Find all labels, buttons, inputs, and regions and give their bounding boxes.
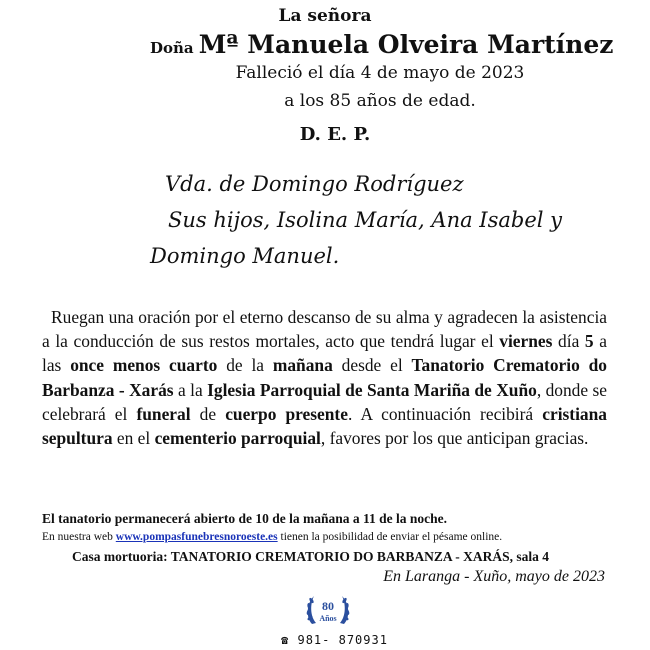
casa-value: TANATORIO CREMATORIO DO BARBANZA - XARÁS, sala 4 — [170, 549, 550, 564]
phone-icon: ☎ — [281, 633, 290, 647]
opening-hours: El tanatorio permanecerá abierto de 10 de la mañana a 11 de la noche. — [42, 511, 447, 526]
body-bold-funeral: funeral — [136, 403, 191, 424]
body-text: , donde se celebrará el — [42, 379, 608, 424]
body-bold-burial: cristiana sepultura — [42, 403, 607, 449]
web-notice — [42, 531, 502, 543]
body-text: de la — [217, 355, 273, 376]
body-bold-cemetery: cementerio parroquial — [154, 428, 321, 449]
place-date: En Laranga - Xuño, mayo de 2023 — [383, 568, 605, 585]
body-text: Ruegan una oración por el eterno descanso de su alma y agradecen la asistencia a la conducción de sus restos mortales, acto que tendrá lugar el — [42, 307, 607, 352]
body-bold-presence: cuerpo presente — [225, 403, 348, 424]
body-text: en el — [112, 428, 155, 449]
body-bold-date: 5 — [584, 331, 594, 352]
title-prefix: La señora — [278, 6, 372, 26]
web-prefix: En nuestra web — [42, 531, 116, 543]
honorific: Doña — [150, 39, 194, 57]
mortuary-house — [72, 549, 549, 565]
body-text: día — [552, 331, 585, 352]
anniversary-logo-icon — [302, 590, 354, 630]
body-bold-time: once menos cuarto — [70, 355, 218, 376]
deceased-name-row — [150, 30, 630, 59]
logo-word: Años — [319, 614, 337, 623]
body-text: a las — [42, 331, 607, 376]
children-line-1: Sus hijos, Isolina María, Ana Isabel y — [168, 208, 563, 232]
phone-text: 981- 870931 — [297, 633, 388, 647]
widow-line: Vda. de Domingo Rodríguez — [165, 172, 464, 196]
ceremony-paragraph — [42, 305, 607, 450]
body-text: . A continuación recibirá — [347, 403, 543, 424]
body-bold-church: Iglesia Parroquial de Santa Mariña de Xuño — [207, 379, 537, 400]
body-bold-period: mañana — [272, 355, 333, 376]
death-date-line: Falleció el día 4 de mayo de 2023 — [235, 63, 525, 83]
body-text: a la — [173, 379, 208, 400]
casa-label: Casa mortuoria: — [72, 549, 171, 564]
web-suffix: tienen la posibilidad de enviar el pésame online. — [277, 531, 503, 543]
body-text: , favores por los que anticipan gracias. — [320, 428, 589, 449]
body-bold-day: viernes — [499, 331, 553, 352]
body-bold-tanatorio: Tanatorio Crematorio do Barbanza - Xarás — [42, 355, 607, 400]
deceased-name: Mª Manuela Olveira Martínez — [198, 30, 614, 59]
dep-line: D. E. P. — [299, 124, 371, 145]
children-line-2: Domingo Manuel. — [150, 244, 340, 268]
body-text: de — [190, 403, 226, 424]
age-line: a los 85 años de edad. — [284, 91, 476, 111]
web-link[interactable]: www.pompasfunebresnoroeste.es — [115, 531, 278, 543]
logo-number: 80 — [322, 599, 334, 613]
body-text: desde el — [332, 355, 412, 376]
phone-number — [281, 633, 388, 647]
